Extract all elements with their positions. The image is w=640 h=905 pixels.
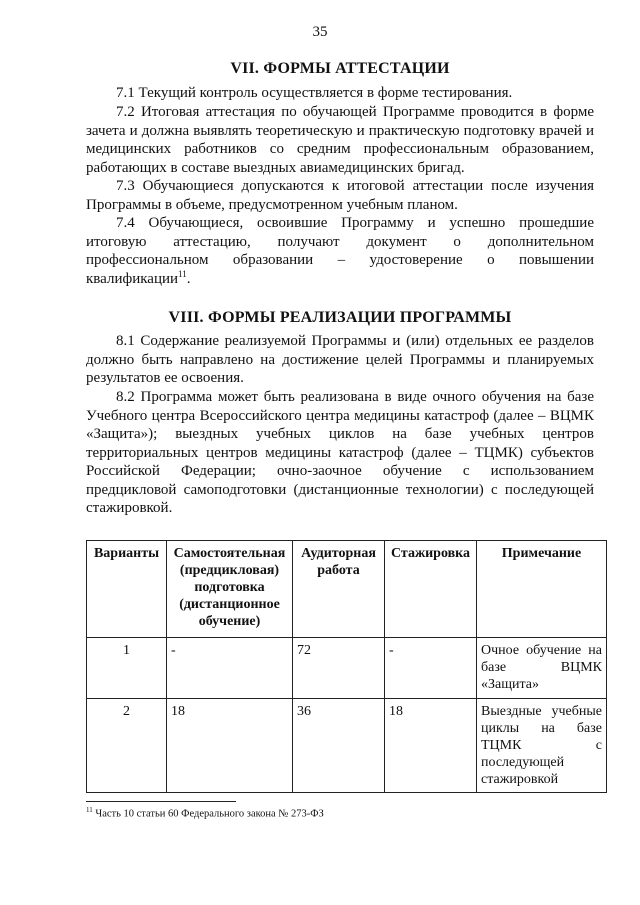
table-row	[87, 699, 607, 793]
section-8-heading: VIII. ФОРМЫ РЕАЛИЗАЦИИ ПРОГРАММЫ	[168, 309, 512, 326]
header-variants: Варианты	[87, 541, 167, 638]
paragraph-7-4-text: 7.4 Обучающиеся, освоившие Программу и успешно прошедшие итоговую аттестацию, получают документ о дополнительном профессиональном образовании – удостоверение о повышении квалификации	[86, 215, 594, 287]
cell-variant: 1	[87, 638, 167, 699]
header-note: Примечание	[477, 541, 607, 638]
cell-variant: 2	[87, 699, 167, 793]
table-header-row	[87, 541, 607, 638]
table-row	[87, 638, 607, 699]
cell-self-study: 18	[167, 699, 293, 793]
header-internship: Стажировка	[385, 541, 477, 638]
paragraph-8-2: 8.2 Программа может быть реализована в виде очного обучения на базе Учебного центра Всероссийского центра медицины катастроф (далее – ВЦМК «Защита»); выездных учебных циклов на базе учебных центров территориальных центров медицины катастроф (далее – ТЦМК) субъектов Российской Федерации; очно-заочное обучение с использованием предцикловой самоподготовки (дистанционные технологии) с последующей стажировкой.	[86, 389, 594, 516]
footnote	[86, 806, 594, 820]
program-variants-table	[86, 540, 607, 793]
paragraph-7-4	[86, 214, 594, 288]
cell-self-study: -	[167, 638, 293, 699]
page-number: 35	[312, 24, 328, 40]
cell-internship: 18	[385, 699, 477, 793]
cell-classroom: 36	[293, 699, 385, 793]
footnote-text: Часть 10 статьи 60 Федерального закона № 273-ФЗ	[95, 808, 324, 820]
paragraph-8-1: 8.1 Содержание реализуемой Программы и (или) отдельных ее разделов должно быть направлено на достижение целей Программы и планируемых результатов ее освоения.	[86, 333, 594, 386]
header-self-study: Самостоятельная (предцикловая) подготовка (дистанционное обучение)	[167, 541, 293, 638]
footnote-reference: 11	[178, 268, 187, 279]
footnote-mark: 11	[86, 806, 93, 814]
section-7-heading: VII. ФОРМЫ АТТЕСТАЦИИ	[230, 60, 450, 77]
cell-note: Очное обучение на базе ВЦМК «Защита»	[477, 638, 607, 699]
paragraph-7-1: 7.1 Текущий контроль осуществляется в форме тестирования.	[116, 85, 513, 101]
paragraph-7-3: 7.3 Обучающиеся допускаются к итоговой аттестации после изучения Программы в объеме, предусмотренном учебным планом.	[86, 178, 594, 213]
header-classroom: Аудиторная работа	[293, 541, 385, 638]
cell-note: Выездные учебные циклы на базе ТЦМК с последующей стажировкой	[477, 699, 607, 793]
paragraph-7-4-end: .	[186, 270, 191, 287]
paragraph-7-2: 7.2 Итоговая аттестация по обучающей Программе проводится в форме зачета и должна выявлять теоретическую и практическую подготовку врачей и медицинских работников со средним профессиональным образованием, работающих в составе выездных авиамедицинских бригад.	[86, 104, 594, 176]
cell-internship: -	[385, 638, 477, 699]
cell-classroom: 72	[293, 638, 385, 699]
footnote-separator	[86, 801, 236, 802]
